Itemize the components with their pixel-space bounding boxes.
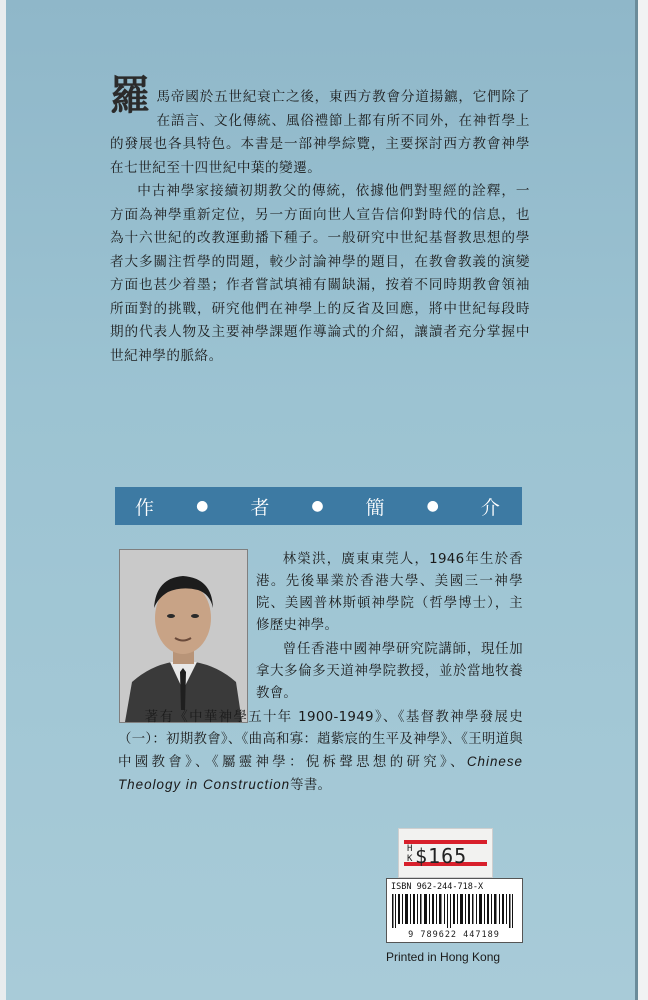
bullet-dot-2: ● <box>311 498 326 514</box>
price-label <box>407 844 467 868</box>
bio-works-list: 著有《中華神學五十年 1900-1949》、《基督教神學發展史（一）：初期教會》、《曲高和寡：趙紫宸的生平及神學》、《王明道與中國教會》、《屬靈神學：倪柝聲思想的研究》、 <box>118 710 523 770</box>
bio-english-title: Chinese Theology in Construction <box>118 754 523 792</box>
bio-paragraph-2: 曾任香港中國神學研究院講師，現任加拿大多倫多天道神學院教授，並於當地牧養教會。 <box>256 642 523 701</box>
synopsis-paragraph-1 <box>110 72 530 180</box>
synopsis-paragraph-2: 中古神學家接續初期教父的傳統，依據他們對聖經的詮釋，一方面為神學重新定位，另一方面向世人宣告信仰對時代的信息，也為十六世紀的改教運動播下種子。一般研究中世紀基督教思想的學者大多關注哲學的問題，較少討論神學的題目，在教會教義的演變方面也甚少着墨；作者嘗試填補有關缺漏，按着不同時期教會領袖所面對的挑戰，研究他們在神學上的反省及回應，將中世紀每段時期的代表人物及主要神學課題作導論式的介紹，讓讀者充分掌握中世紀神學的脈絡。 <box>110 183 530 364</box>
heading-char-4: 介 <box>480 496 502 519</box>
synopsis-paragraph-1-text: 馬帝國於五世紀衰亡之後，東西方教會分道揚鑣，它們除了在語言、文化傳統、風俗禮節上都有所不同外，在神哲學上的發展也各具特色。本書是一部神學綜覽，主要探討西方教會神學在七世紀至十四世紀中葉的變遷。 <box>110 89 530 176</box>
bullet-dot-1: ● <box>196 498 211 514</box>
heading-char-3: 簡 <box>365 496 387 519</box>
book-synopsis <box>110 72 530 368</box>
author-intro-heading <box>115 487 522 525</box>
printed-in-label: Printed in Hong Kong <box>386 950 501 964</box>
heading-char-1: 作 <box>135 496 157 519</box>
page-edge-right <box>638 0 648 1000</box>
price-sticker <box>398 828 493 878</box>
bio-works-suffix: 等書。 <box>290 778 332 793</box>
isbn-text: ISBN 962-244-718-X <box>391 882 484 892</box>
barcode-icon <box>392 894 516 928</box>
barcode-number: 9 789622 447189 <box>408 930 500 940</box>
isbn-barcode-block <box>386 878 523 943</box>
heading-char-2: 者 <box>250 496 272 519</box>
price-amount: $165 <box>415 844 468 868</box>
author-biography <box>118 549 523 797</box>
bullet-dot-3: ● <box>426 498 441 514</box>
drop-cap: 羅 <box>110 72 151 119</box>
bio-paragraph-3 <box>118 707 523 797</box>
price-currency-prefix: H K <box>407 844 414 864</box>
bio-paragraph-1: 林榮洪，廣東東莞人，1946年生於香港。先後畢業於香港大學、美國三一神學院、美國普林斯頓神學院（哲學博士），主修歷史神學。 <box>256 552 523 633</box>
